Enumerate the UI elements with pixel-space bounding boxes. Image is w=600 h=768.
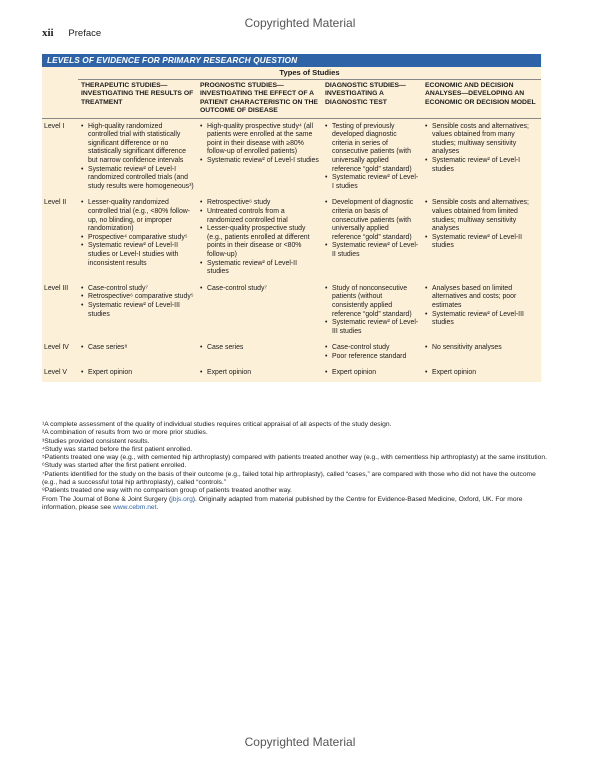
list-item: • Sensible costs and alternatives; values obtained from many studies; multiway sensitivity analyses	[425, 123, 538, 157]
footnote: ⁵Patients treated one way (e.g., with cemented hip arthroplasty) compared with patients treated another way (e.g., with cementless hip arthroplasty) at the same institution.	[42, 454, 547, 462]
bullet-list	[200, 344, 319, 353]
list-item: • Retrospective⁶ comparative study⁵	[81, 293, 194, 302]
source-suffix: .	[156, 503, 159, 511]
list-item: • High-quality prospective study⁴ (all patients were enrolled at the same point in their disease with ≥80% follow-up of enrolled patients)	[200, 123, 319, 157]
list-item: • Case series	[200, 344, 319, 353]
footnote: ¹A complete assessment of the quality of individual studies requires critical appraisal of all aspects of the study design.	[42, 421, 392, 428]
bullet-list	[200, 369, 319, 378]
list-item: • Systematic review² of Level-III studies	[81, 302, 194, 319]
column-header-diagnostic: DIAGNOSTIC STUDIES—INVESTIGATING A DIAGNOSTIC TEST	[322, 79, 422, 119]
cell-economic	[422, 340, 541, 365]
list-item: • Case-control study	[325, 344, 419, 353]
evidence-table	[42, 67, 541, 382]
bullet-list	[81, 199, 194, 268]
footnote: ⁸Patients treated one way with no comparison group of patients treated another way.	[42, 487, 292, 495]
bullet-list	[81, 285, 194, 319]
cell-prognostic	[197, 340, 322, 365]
cell-therapeutic	[78, 195, 197, 280]
copyright-watermark-bottom: Copyrighted Material	[244, 735, 356, 749]
cell-economic	[422, 365, 541, 382]
list-item: • Lesser-quality prospective study (e.g., patients enrolled at different points in their disease or <80% follow-up)	[200, 225, 319, 259]
footnote: ³Studies provided consistent results.	[42, 437, 150, 445]
list-item: • Systematic review² of Level-I studies	[425, 157, 538, 174]
column-header-prognostic: PROGNOSTIC STUDIES—INVESTIGATING THE EFFECT OF A PATIENT CHARACTERISTIC ON THE OUTCOME OF DISEASE	[197, 79, 322, 119]
level-label: Level III	[42, 281, 78, 341]
cell-economic	[422, 119, 541, 196]
list-item: • Lesser-quality randomized controlled trial (e.g., <80% follow-up, no blinding, or improper randomization)	[81, 199, 194, 233]
cell-diagnostic	[322, 195, 422, 280]
footnotes	[42, 421, 547, 512]
list-item: • Systematic review² of Level-II studies	[425, 234, 538, 251]
source-note	[42, 496, 547, 513]
list-item: • Systematic review² of Level-III studies	[425, 311, 538, 328]
cell-economic	[422, 195, 541, 280]
cebm-link[interactable]: www.cebm.net	[113, 503, 157, 511]
footnote: ⁷Patients identified for the study on the basis of their outcome (e.g., failed total hip arthroplasty), called “cases,” are compared with those who did not have the outcome (e.g., had a successful total hip arthroplasty), called “controls.”	[42, 470, 536, 487]
cell-diagnostic	[322, 119, 422, 196]
cell-prognostic	[197, 195, 322, 280]
list-item: • Case series⁸	[81, 344, 194, 353]
list-item: • Retrospective⁶ study	[200, 199, 319, 208]
bullet-list	[325, 199, 419, 259]
cell-prognostic	[197, 119, 322, 196]
cell-therapeutic	[78, 365, 197, 382]
footnote: ⁶Study was started after the first patient enrolled.	[42, 462, 187, 470]
list-item: • Development of diagnostic criteria on basis of consecutive patients (with universally applied reference “gold” standard)	[325, 199, 419, 242]
list-item: • High-quality randomized controlled trial with statistically significant difference or no statistically significant difference but narrow confidence intervals	[81, 123, 194, 166]
bullet-list	[425, 344, 538, 353]
page-number: xii	[42, 27, 54, 39]
footnote: ²A combination of results from two or more prior studies.	[42, 429, 208, 437]
list-item: • Systematic review² of Level-I studies	[325, 174, 419, 191]
bullet-list	[425, 285, 538, 328]
list-item: • Systematic review² of Level-II studies	[325, 242, 419, 259]
bullet-list	[81, 344, 194, 353]
cell-diagnostic	[322, 281, 422, 341]
footnote: ⁴Study was started before the first patient enrolled.	[42, 445, 193, 453]
section-title: Preface	[68, 28, 102, 39]
list-item: • Analyses based on limited alternatives and costs; poor estimates	[425, 285, 538, 311]
list-item: • Systematic review² of Level-III studies	[325, 319, 419, 336]
level-label: Level II	[42, 195, 78, 280]
cell-diagnostic	[322, 365, 422, 382]
list-item: • Systematic review² of Level-I randomized controlled trials (and study results were homogeneous³)	[81, 166, 194, 192]
list-item: • Systematic review² of Level-II studies	[200, 260, 319, 277]
source-middle: ). Originally adapted from material published by the Centre for Evidence-Based Medicine, Oxford, UK. For more information, please see	[42, 495, 523, 511]
list-item: • Study of nonconsecutive patients (without consistently applied reference “gold” standard)	[325, 285, 419, 319]
cell-therapeutic	[78, 119, 197, 196]
list-item: • Case-control study⁷	[200, 285, 319, 294]
bullet-list	[325, 285, 419, 337]
level-label: Level I	[42, 119, 78, 196]
cell-therapeutic	[78, 340, 197, 365]
column-header-economic: ECONOMIC AND DECISION ANALYSES—DEVELOPING AN ECONOMIC OR DECISION MODEL	[422, 79, 541, 119]
list-item: • Prospective⁴ comparative study⁵	[81, 234, 194, 243]
page-header	[42, 27, 101, 39]
bullet-list	[325, 123, 419, 192]
bullet-list	[200, 285, 319, 294]
bullet-list	[200, 199, 319, 276]
bullet-list	[325, 369, 419, 378]
cell-diagnostic	[322, 340, 422, 365]
level-column-header	[42, 79, 78, 119]
jbjs-link[interactable]: jbjs.org	[171, 495, 193, 503]
list-item: • Systematic review² of Level-II studies or Level-I studies with inconsistent results	[81, 242, 194, 268]
level-label: Level IV	[42, 340, 78, 365]
copyright-watermark-top: Copyrighted Material	[244, 16, 356, 30]
list-item: • Expert opinion	[425, 369, 538, 378]
evidence-grid	[42, 79, 541, 382]
bullet-list	[425, 123, 538, 175]
list-item: • Expert opinion	[200, 369, 319, 378]
list-item: • Poor reference standard	[325, 353, 419, 362]
list-item: • Sensible costs and alternatives; values obtained from limited studies; multiway sensitivity analyses	[425, 199, 538, 233]
types-of-studies-label: Types of Studies	[78, 67, 541, 80]
level-label: Level V	[42, 365, 78, 382]
bullet-list	[81, 369, 194, 378]
column-header-therapeutic: THERAPEUTIC STUDIES—INVESTIGATING THE RESULTS OF TREATMENT	[78, 79, 197, 119]
bullet-list	[425, 199, 538, 251]
cell-prognostic	[197, 365, 322, 382]
list-item: • Case-control study⁷	[81, 285, 194, 294]
list-item: • Systematic review² of Level-I studies	[200, 157, 319, 166]
cell-prognostic	[197, 281, 322, 341]
types-of-studies-header	[42, 67, 541, 79]
table-title: LEVELS OF EVIDENCE FOR PRIMARY RESEARCH QUESTION	[42, 54, 541, 67]
list-item: • Expert opinion	[325, 369, 419, 378]
source-prefix: From The Journal of Bone & Joint Surgery (	[42, 495, 172, 503]
cell-economic	[422, 281, 541, 341]
bullet-list	[325, 344, 419, 361]
bullet-list	[425, 369, 538, 378]
list-item: • Testing of previously developed diagnostic criteria in series of consecutive patients (with universally applied reference “gold” standard)	[325, 123, 419, 175]
bullet-list	[200, 123, 319, 166]
bullet-list	[81, 123, 194, 192]
list-item: • Untreated controls from a randomized controlled trial	[200, 208, 319, 225]
cell-therapeutic	[78, 281, 197, 341]
list-item: • Expert opinion	[81, 369, 194, 378]
list-item: • No sensitivity analyses	[425, 344, 538, 353]
